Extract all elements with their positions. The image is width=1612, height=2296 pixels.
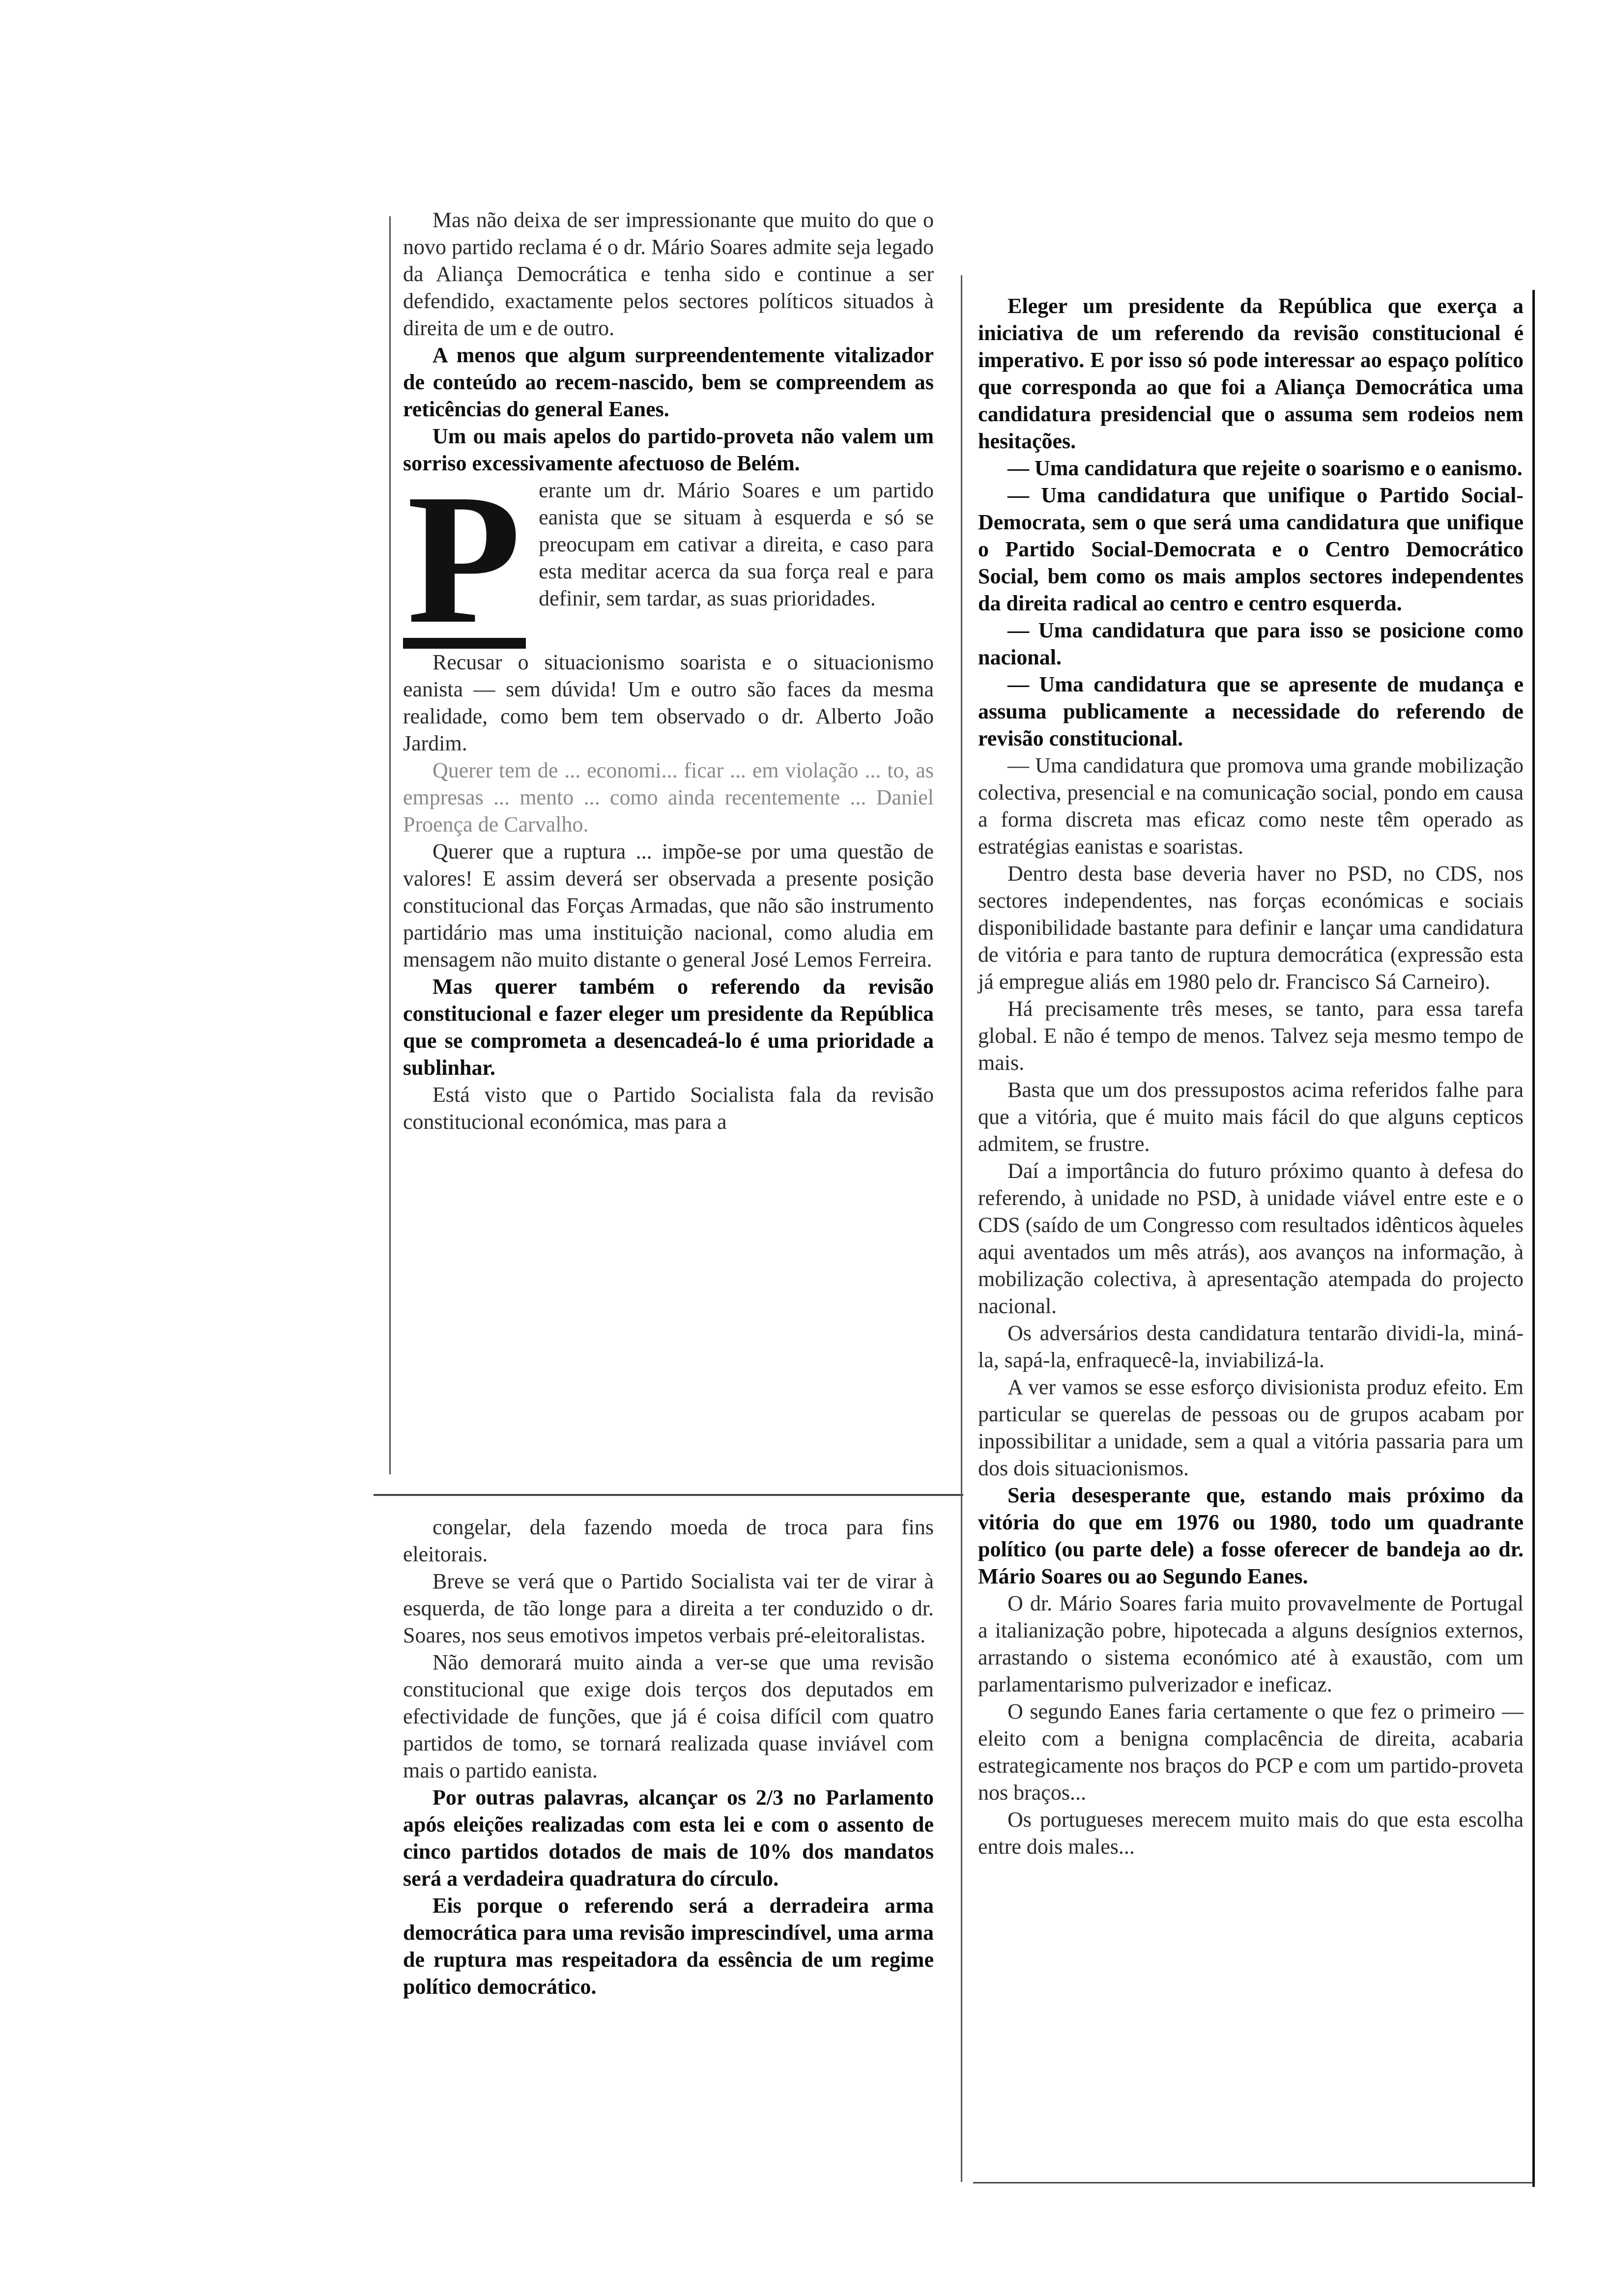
paragraph: Daí a importância do futuro próximo quanto à defesa do referendo, à unidade no PSD, à unidade viável entre este e o CDS (saído de um Congresso com resultados idênticos àqueles aqui aventados um mês atrás), aos avanços na informação, à mobilização colectiva, à apresentação atempada do projecto nacional. bbox=[978, 1159, 1524, 1318]
paragraph: Querer que a ruptura ... impõe-se por uma questão de valores! E assim deverá ser observada a presente posição constitucional das Forças Armadas, que não são instrumento partidário mas uma instituição nacional, como aludia em mensagem não muito distante o general José Lemos Ferreira. bbox=[403, 839, 934, 972]
paragraph: Breve se verá que o Partido Socialista vai ter de virar à esquerda, de tão longe para a direita a ter conduzido o dr. Soares, nos seus emotivos impetos verbais pré-eleitoralistas. bbox=[403, 1569, 934, 1647]
column-divider-horizontal bbox=[374, 1494, 963, 1496]
paragraph: Eleger um presidente da República que exerça a iniciativa de um referendo da revisão constitucional é imperativo. E por isso só pode interessar ao espaço político que corresponda ao que foi a Aliança Democrática uma candidatura presidencial que o assuma sem rodeios nem hesitações. bbox=[978, 294, 1524, 453]
paragraph: — Uma candidatura que para isso se posicione como nacional. bbox=[978, 618, 1524, 669]
column-divider-left bbox=[389, 216, 391, 1474]
paragraph: Eis porque o referendo será a derradeira arma democrática para uma revisão imprescindível, uma arma de ruptura mas respeitadora da essência de um regime político democrático. bbox=[403, 1894, 934, 1999]
paragraph: — Uma candidatura que rejeite o soarismo e o eanismo. bbox=[1008, 456, 1523, 480]
paragraph: Os portugueses merecem muito mais do que esta escolha entre dois males... bbox=[978, 1808, 1524, 1859]
paragraph: Há precisamente três meses, se tanto, para essa tarefa global. E não é tempo de menos. Talvez seja mesmo tempo de mais. bbox=[978, 997, 1524, 1075]
paragraph: Mas não deixa de ser impressionante que muito do que o novo partido reclama é o dr. Mário Soares admite seja legado da Aliança Democrática e tenha sido e continue a ser defendido, exactamente pelos sectores políticos situados à direita de um e de outro. bbox=[403, 208, 934, 340]
paragraph: congelar, dela fazendo moeda de troca para fins eleitorais. bbox=[403, 1515, 934, 1566]
paragraph: Não demorará muito ainda a ver-se que uma revisão constitucional que exige dois terços dos deputados em efectividade de funções, que já é coisa difícil com quatro partidos de tomo, se tornará realizada quase inviável com mais o partido eanista. bbox=[403, 1650, 934, 1782]
paragraph: Por outras palavras, alcançar os 2/3 no Parlamento após eleições realizadas com esta lei e com o assento de cinco partidos dotados de mais de 10% dos mandatos será a verdadeira quadratura do círculo. bbox=[403, 1785, 934, 1891]
paragraph: Basta que um dos pressupostos acima referidos falhe para que a vitória, que é muito mais fácil do que alguns cepticos admitem, se frustre. bbox=[978, 1078, 1524, 1156]
paragraph: Os adversários desta candidatura tentarão dividi-la, miná-la, sapá-la, enfraquecê-la, inviabilizá-la. bbox=[978, 1321, 1524, 1372]
paragraph: — Uma candidatura que promova uma grande mobilização colectiva, presencial e na comunicação social, pondo em causa a forma discreta mas eficaz como neste têm operado as estratégias eanistas e soaristas. bbox=[978, 753, 1524, 859]
paragraph: Dentro desta base deveria haver no PSD, no CDS, nos sectores independentes, nas forças económicas e sociais disponibilidade bastante para definir e lançar uma candidatura de vitória e para tanto de ruptura democrática (expressão esta já empregue aliás em 1980 pelo dr. Francisco Sá Carneiro). bbox=[978, 861, 1524, 994]
right-column bbox=[978, 292, 1524, 1860]
paragraph: Recusar o situacionismo soarista e o situacionismo eanista — sem dúvida! Um e outro são faces da mesma realidade, como bem tem observado o dr. Alberto João Jardim. bbox=[403, 650, 934, 755]
paragraph: erante um dr. Mário Soares e um partido eanista que se situam à esquerda e só se preocupam em cativar a direita, e caso para esta meditar acerca da sua força real e para definir, sem tardar, as suas prioridades. bbox=[539, 478, 934, 610]
paragraph: Querer tem de ... economi... ficar ... em violação ... to, as empresas ... mento ... como ainda recentemente ... Daniel Proença de Carvalho. bbox=[403, 758, 934, 836]
paragraph: O segundo Eanes faria certamente o que fez o primeiro — eleito com a benigna complacência de direita, acabaria estrategicamente nos braços do PCP e com um partido-proveta nos braços... bbox=[978, 1699, 1524, 1805]
paragraph: — Uma candidatura que unifique o Partido Social-Democrata, sem o que será uma candidatura que unifique o Partido Social-Democrata e o Centro Democrático Social, bem como os mais amplos sectores independentes da direita radical ao centro e centro esquerda. bbox=[978, 483, 1524, 615]
column-divider-center bbox=[961, 275, 962, 2182]
paragraph: Mas querer também o referendo da revisão constitucional e fazer eleger um presidente da República que se comprometa a desencadeá-lo é uma prioridade a sublinhar. bbox=[403, 975, 934, 1080]
left-column-bottom bbox=[403, 1514, 934, 2000]
paragraph: Um ou mais apelos do partido-proveta não valem um sorriso excessivamente afectuoso de Belém. bbox=[403, 424, 934, 475]
dropcap-initial: P bbox=[403, 486, 526, 649]
column-divider-right bbox=[1532, 290, 1535, 2187]
paragraph: A ver vamos se esse esforço divisionista produz efeito. Em particular se querelas de pessoas ou de grupos acabam por inpossibilitar a unidade, sem a qual a vitória passaria para um dos dois situacionismos. bbox=[978, 1375, 1524, 1480]
paragraph: Seria desesperante que, estando mais próximo da vitória do que em 1976 ou 1980, todo um quadrante político (ou parte dele) a fosse oferecer de bandeja ao dr. Mário Soares ou ao Segundo Eanes. bbox=[978, 1483, 1524, 1588]
paragraph: — Uma candidatura que se apresente de mudança e assuma publicamente a necessidade do referendo de revisão constitucional. bbox=[978, 672, 1524, 750]
left-column bbox=[403, 206, 934, 1135]
paragraph: Está visto que o Partido Socialista fala da revisão constitucional económica, mas para a bbox=[403, 1083, 934, 1134]
dropcap-paragraph bbox=[403, 477, 934, 649]
bottom-rule bbox=[973, 2182, 1533, 2183]
paragraph: A menos que algum surpreendentemente vitalizador de conteúdo ao recem-nascido, bem se compreendem as reticências do general Eanes. bbox=[403, 343, 934, 421]
paragraph: O dr. Mário Soares faria muito provavelmente de Portugal a italianização pobre, hipotecada a alguns desígnios externos, arrastando o sistema económico até à exaustão, com um parlamentarismo pulverizador e ineficaz. bbox=[978, 1591, 1524, 1696]
